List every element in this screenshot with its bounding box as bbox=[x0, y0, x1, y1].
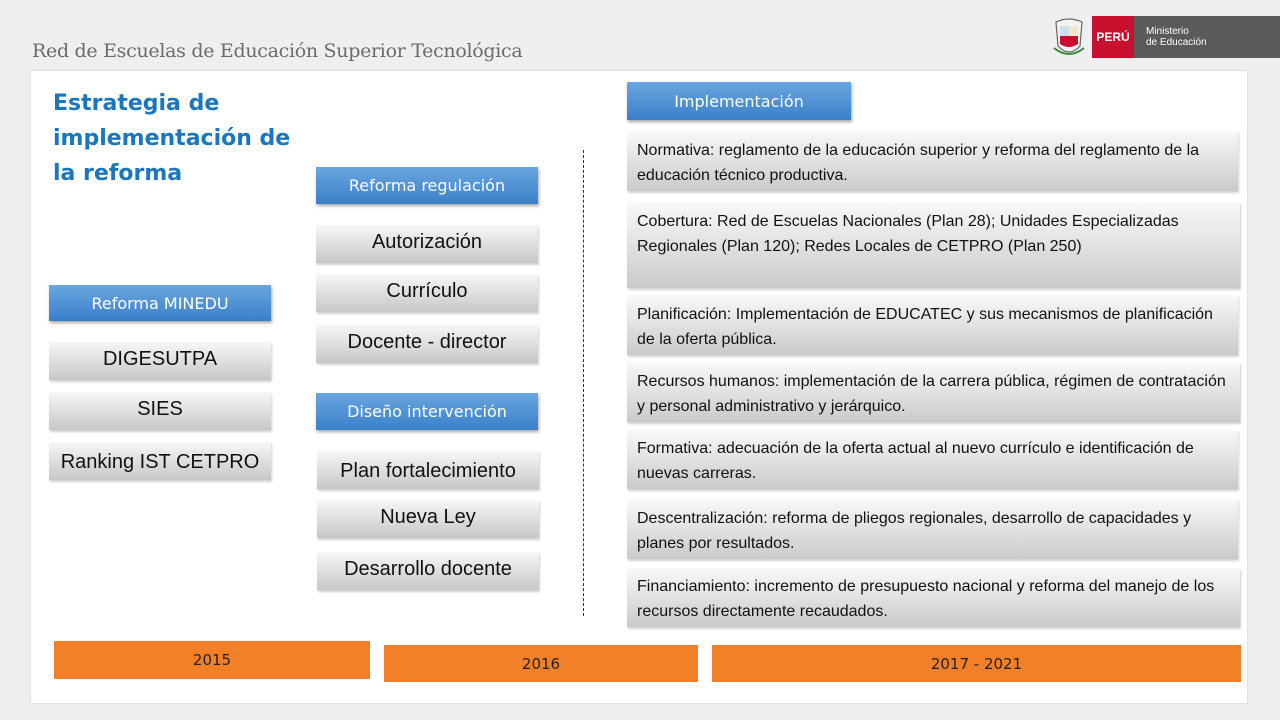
ministry-line-1: Ministerio bbox=[1146, 26, 1189, 37]
impl-item-cobertura: Cobertura: Red de Escuelas Nacionales (Plan 28); Unidades Especializadas Regionales (Plan 120); Redes Locales de CETPRO (Plan 250) bbox=[627, 202, 1240, 288]
regulacion-item-docente: Docente - director bbox=[316, 325, 538, 363]
page-title: Estrategia de implementación de la reforma bbox=[53, 91, 291, 186]
impl-item-descentralizacion: Descentralización: reforma de pliegos regionales, desarrollo de capacidades y planes por resultados. bbox=[627, 499, 1238, 559]
timeline-2017-2021: 2017 - 2021 bbox=[712, 645, 1241, 682]
coat-of-arms-icon bbox=[1052, 16, 1086, 58]
ministry-line-2: de Educación bbox=[1146, 37, 1207, 48]
minedu-item-sies: SIES bbox=[49, 392, 271, 430]
dashed-divider bbox=[583, 150, 584, 616]
header-title: Red de Escuelas de Educación Superior Tecnológica bbox=[32, 40, 523, 62]
impl-item-planificacion: Planificación: Implementación de EDUCATEC y sus mecanismos de planificación de la oferta pública. bbox=[627, 295, 1238, 355]
ministry-label bbox=[1134, 16, 1280, 58]
diseno-intervencion-heading: Diseño intervención bbox=[316, 393, 538, 430]
timeline-2015: 2015 bbox=[54, 641, 370, 679]
impl-item-formativa: Formativa: adecuación de la oferta actual al nuevo currículo e identificación de nuevas carreras. bbox=[627, 430, 1238, 489]
implementacion-heading: Implementación bbox=[627, 82, 851, 120]
impl-item-normativa: Normativa: reglamento de la educación superior y reforma del reglamento de la educación técnico productiva. bbox=[627, 131, 1238, 191]
diseno-item-plan: Plan fortalecimiento bbox=[317, 451, 539, 489]
impl-item-financiamiento: Financiamiento: incremento de presupuesto nacional y reforma del manejo de los recursos directamente recaudados. bbox=[627, 568, 1240, 627]
reforma-minedu-heading: Reforma MINEDU bbox=[49, 285, 271, 321]
diseno-item-desarrollo: Desarrollo docente bbox=[317, 552, 539, 590]
minedu-item-digesutpa: DIGESUTPA bbox=[49, 342, 271, 380]
diseno-item-nueva-ley: Nueva Ley bbox=[317, 500, 539, 538]
regulacion-item-curriculo: Currículo bbox=[316, 274, 538, 312]
impl-item-recursos-humanos: Recursos humanos: implementación de la carrera pública, régimen de contratación y personal administrativo y jerárquico. bbox=[627, 362, 1240, 422]
reforma-regulacion-heading: Reforma regulación bbox=[316, 167, 538, 204]
minedu-item-ranking: Ranking IST CETPRO bbox=[49, 442, 271, 480]
ministry-logo bbox=[1052, 16, 1280, 58]
peru-badge: PERÚ bbox=[1092, 16, 1134, 58]
timeline-2016: 2016 bbox=[384, 645, 698, 682]
regulacion-item-autorizacion: Autorización bbox=[316, 225, 538, 263]
